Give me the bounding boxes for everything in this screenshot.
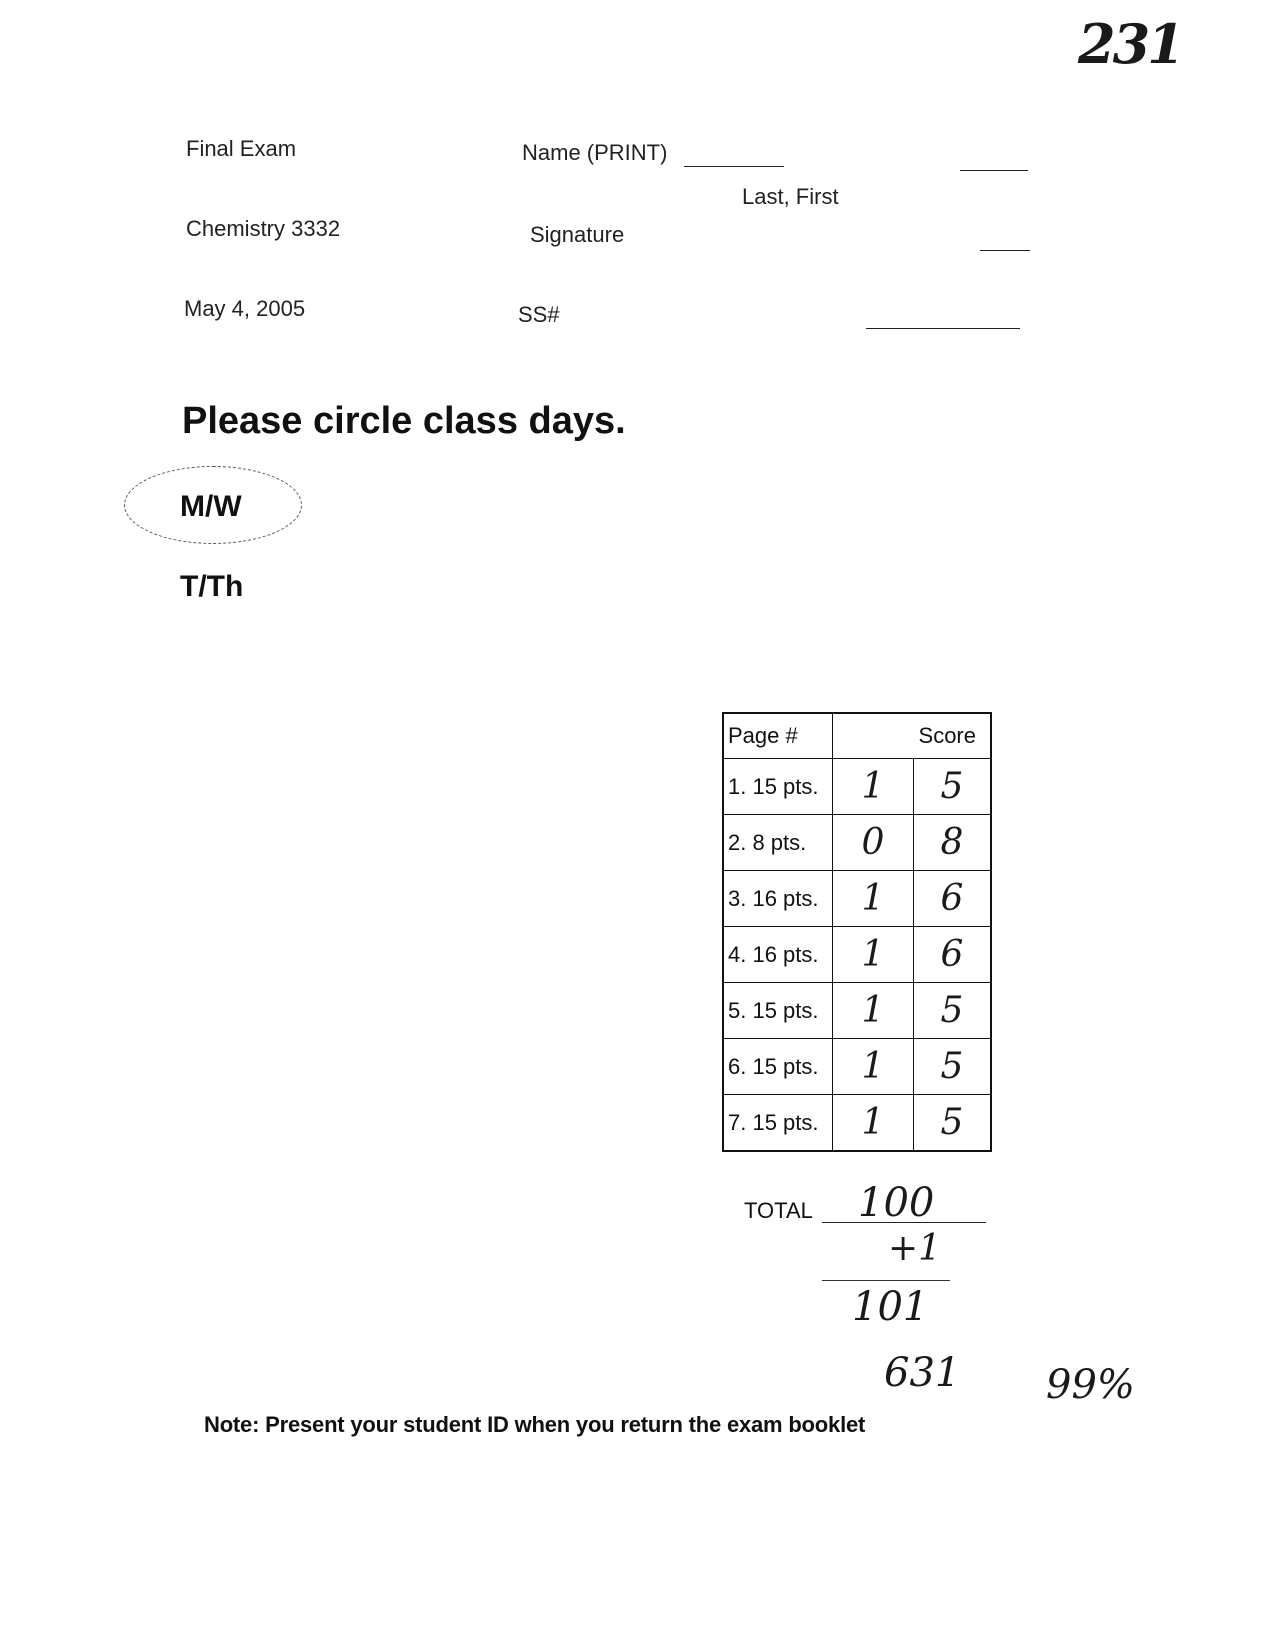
percent-score: 99%: [1046, 1362, 1135, 1408]
page-points: 7. 15 pts.: [723, 1095, 833, 1152]
name-field-line: [684, 166, 784, 167]
score-tens: 0: [833, 815, 914, 871]
table-row: [723, 871, 991, 927]
score-table: [722, 712, 992, 1152]
signature-label: Signature: [530, 222, 625, 247]
score-ones: 5: [914, 1039, 992, 1095]
exam-title: Final Exam: [186, 136, 297, 161]
name-field-line-end: [960, 170, 1028, 171]
score-ones: 5: [914, 983, 992, 1039]
handwritten-number: 631: [884, 1350, 961, 1396]
page-points: 3. 16 pts.: [723, 871, 833, 927]
score-tens: 1: [833, 871, 914, 927]
sum-line: [822, 1280, 950, 1281]
class-day-mw: M/W: [180, 490, 242, 523]
score-tens: 1: [833, 1095, 914, 1152]
table-row: [723, 1039, 991, 1095]
ss-field-line: [866, 328, 1020, 329]
signature-field-line: [980, 250, 1030, 251]
score-ones: 6: [914, 871, 992, 927]
page-points: 6. 15 pts.: [723, 1039, 833, 1095]
course-name: Chemistry 3332: [186, 216, 341, 241]
total-value: 100: [858, 1180, 935, 1226]
circle-days-heading: Please circle class days.: [182, 400, 626, 442]
page-points: 2. 8 pts.: [723, 815, 833, 871]
sheet-number: 231: [1078, 12, 1182, 76]
ss-label: SS#: [518, 302, 560, 327]
score-tens: 1: [833, 927, 914, 983]
score-ones: 5: [914, 1095, 992, 1152]
final-total-value: 101: [852, 1284, 929, 1330]
exam-date: May 4, 2005: [184, 296, 306, 321]
score-tens: 1: [833, 759, 914, 815]
table-row: [723, 1095, 991, 1152]
total-label: TOTAL: [744, 1198, 813, 1223]
score-table-header: [723, 713, 991, 759]
page-column-header: Page #: [723, 713, 833, 759]
table-row: [723, 983, 991, 1039]
table-row: [723, 815, 991, 871]
name-sublabel: Last, First: [742, 184, 839, 209]
name-label: Name (PRINT): [522, 140, 668, 165]
table-row: [723, 927, 991, 983]
page-points: 5. 15 pts.: [723, 983, 833, 1039]
class-day-tth: T/Th: [180, 570, 244, 603]
score-ones: 8: [914, 815, 992, 871]
score-tens: 1: [833, 983, 914, 1039]
bonus-value: +1: [888, 1228, 942, 1269]
score-ones: 5: [914, 759, 992, 815]
score-column-header: Score: [833, 713, 992, 759]
table-row: [723, 759, 991, 815]
score-tens: 1: [833, 1039, 914, 1095]
page-points: 4. 16 pts.: [723, 927, 833, 983]
score-ones: 6: [914, 927, 992, 983]
page-points: 1. 15 pts.: [723, 759, 833, 815]
footer-note: Note: Present your student ID when you return the exam booklet: [204, 1412, 866, 1437]
